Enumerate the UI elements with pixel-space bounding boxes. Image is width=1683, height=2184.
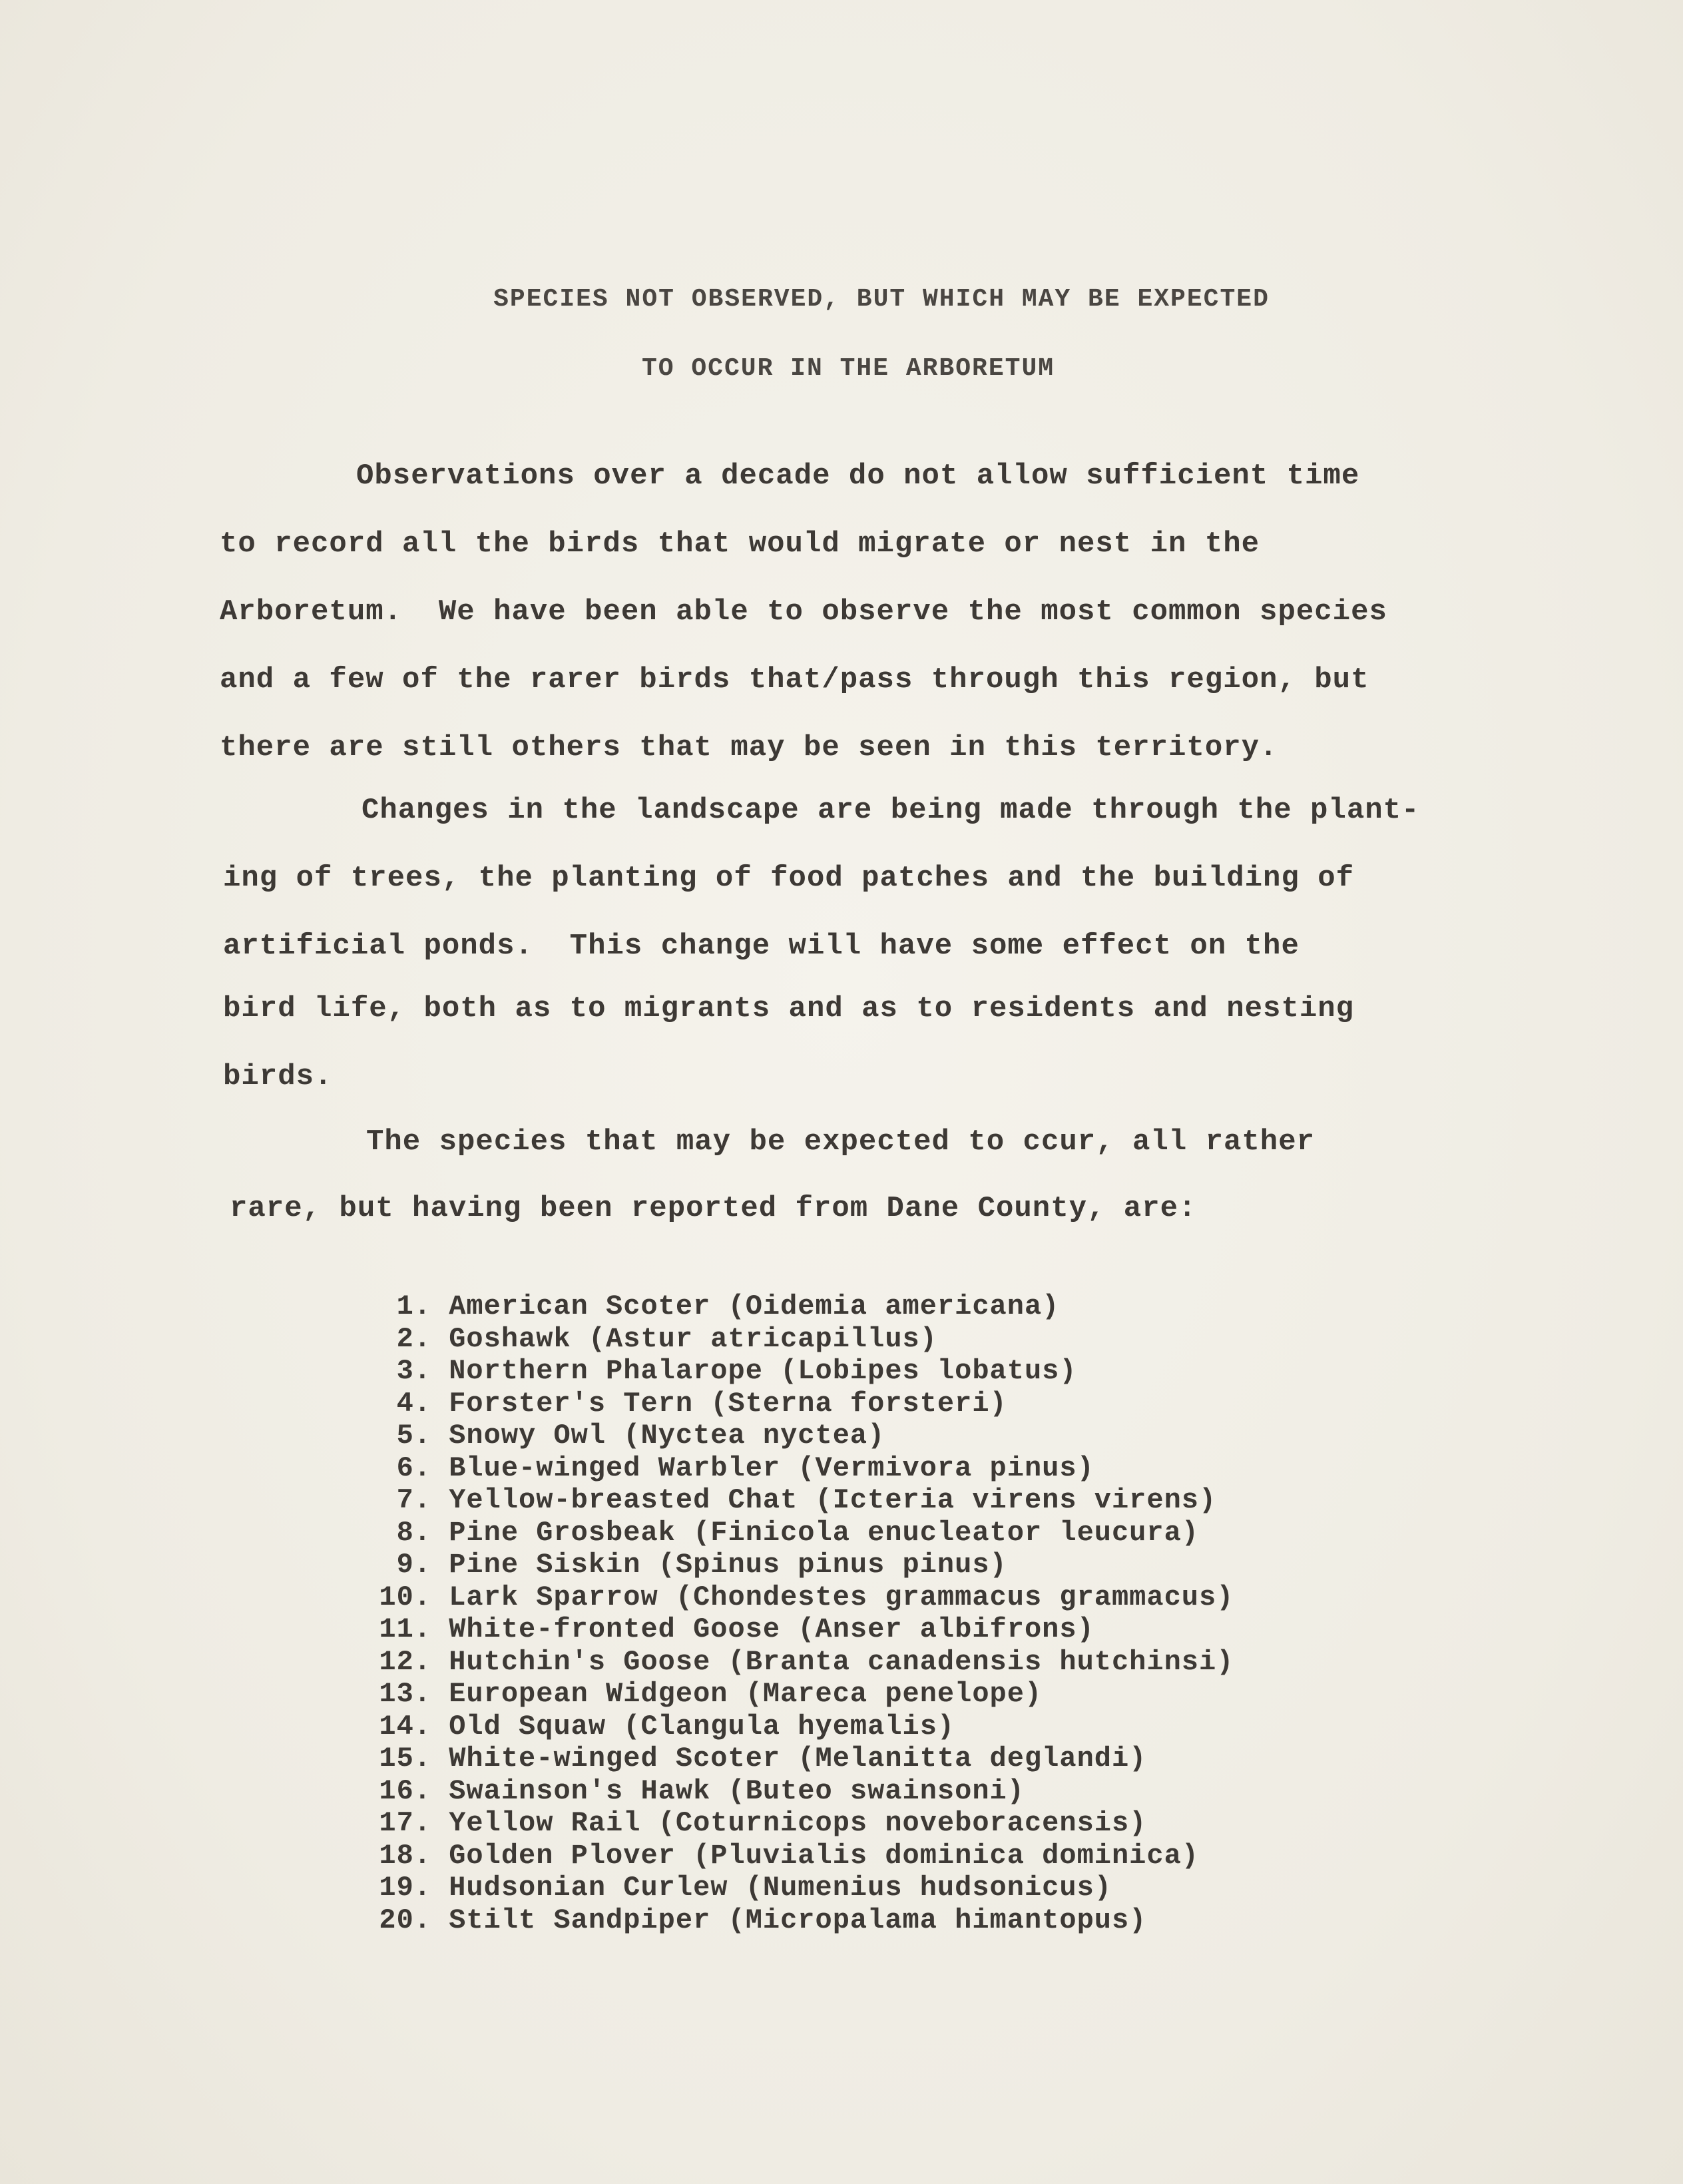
heading-line-1: SPECIES NOT OBSERVED, BUT WHICH MAY BE EXPECTED bbox=[493, 285, 1270, 314]
species-text: Blue-winged Warbler (Vermivora pinus) bbox=[449, 1452, 1094, 1484]
paragraph-1-line-5: there are still others that may be seen in this territory. bbox=[220, 731, 1278, 764]
list-number: 19. bbox=[379, 1872, 431, 1904]
list-number: 13. bbox=[379, 1678, 431, 1710]
paragraph-3-line-2: rare, but having been reported from Dane County, are: bbox=[230, 1192, 1197, 1225]
list-number: 15. bbox=[379, 1743, 431, 1774]
species-text: Yellow-breasted Chat (Icteria virens virens) bbox=[449, 1484, 1217, 1516]
list-item bbox=[360, 1613, 1234, 1646]
species-text: Old Squaw (Clangula hyemalis) bbox=[449, 1710, 955, 1743]
list-number: 20. bbox=[379, 1904, 431, 1936]
species-text: White-winged Scoter (Melanitta deglandi) bbox=[449, 1743, 1147, 1774]
paragraph-2-line-4: bird life, both as to migrants and as to residents and nesting bbox=[223, 992, 1355, 1025]
paragraph-3-line-1: The species that may be expected to ccur, all rather bbox=[366, 1125, 1316, 1159]
list-number: 18. bbox=[379, 1839, 431, 1872]
list-number: 3. bbox=[396, 1355, 431, 1387]
list-item bbox=[360, 1904, 1234, 1937]
list-number: 17. bbox=[379, 1807, 431, 1839]
paragraph-2-line-1: Changes in the landscape are being made through the plant- bbox=[361, 794, 1420, 827]
list-item bbox=[360, 1517, 1234, 1549]
species-list bbox=[360, 1290, 1234, 1936]
list-number: 12. bbox=[379, 1645, 431, 1678]
species-text: White-fronted Goose (Anser albifrons) bbox=[449, 1613, 1094, 1645]
list-number: 8. bbox=[396, 1516, 431, 1549]
list-number: 1. bbox=[396, 1290, 431, 1322]
species-text: Pine Siskin (Spinus pinus pinus) bbox=[449, 1549, 1007, 1581]
list-item bbox=[360, 1581, 1234, 1614]
list-number: 16. bbox=[379, 1774, 431, 1807]
list-number: 4. bbox=[396, 1387, 431, 1420]
species-text: Hutchin's Goose (Branta canadensis hutchinsi) bbox=[449, 1645, 1234, 1678]
species-text: Hudsonian Curlew (Numenius hudsonicus) bbox=[449, 1872, 1112, 1904]
list-item bbox=[360, 1290, 1234, 1323]
species-text: Lark Sparrow (Chondestes grammacus grammacus) bbox=[449, 1581, 1234, 1613]
list-item bbox=[360, 1452, 1234, 1485]
species-text: Goshawk (Astur atricapillus) bbox=[449, 1322, 937, 1355]
list-item bbox=[360, 1420, 1234, 1452]
species-text: American Scoter (Oidemia americana) bbox=[449, 1290, 1060, 1322]
paragraph-1-line-3: Arboretum. We have been able to observe the most common species bbox=[220, 595, 1387, 629]
list-item bbox=[360, 1678, 1234, 1711]
species-text: Stilt Sandpiper (Micropalama himantopus) bbox=[449, 1904, 1147, 1936]
list-item bbox=[360, 1807, 1234, 1840]
list-number: 7. bbox=[396, 1484, 431, 1516]
list-item bbox=[360, 1743, 1234, 1775]
paragraph-1-line-1: Observations over a decade do not allow sufficient time bbox=[356, 459, 1360, 493]
list-item bbox=[360, 1323, 1234, 1356]
paragraph-2-line-5: birds. bbox=[223, 1060, 333, 1093]
paragraph-1-line-4: and a few of the rarer birds that/pass through this region, but bbox=[220, 663, 1369, 696]
species-text: Snowy Owl (Nyctea nyctea) bbox=[449, 1420, 885, 1452]
species-text: European Widgeon (Mareca penelope) bbox=[449, 1678, 1043, 1710]
species-text: Golden Plover (Pluvialis dominica dominica) bbox=[449, 1839, 1199, 1872]
list-item bbox=[360, 1549, 1234, 1581]
paragraph-2-line-3: artificial ponds. This change will have some effect on the bbox=[223, 930, 1300, 963]
species-text: Northern Phalarope (Lobipes lobatus) bbox=[449, 1355, 1077, 1387]
list-number: 14. bbox=[379, 1710, 431, 1743]
list-item bbox=[360, 1840, 1234, 1872]
list-number: 10. bbox=[379, 1581, 431, 1613]
list-number: 6. bbox=[396, 1452, 431, 1484]
list-item bbox=[360, 1388, 1234, 1420]
species-text: Swainson's Hawk (Buteo swainsoni) bbox=[449, 1774, 1025, 1807]
list-item bbox=[360, 1484, 1234, 1517]
paragraph-2-line-2: ing of trees, the planting of food patches and the building of bbox=[223, 862, 1355, 895]
list-number: 2. bbox=[396, 1322, 431, 1355]
list-item bbox=[360, 1355, 1234, 1388]
species-text: Yellow Rail (Coturnicops noveboracensis) bbox=[449, 1807, 1147, 1839]
list-item bbox=[360, 1646, 1234, 1679]
list-item bbox=[360, 1872, 1234, 1904]
list-number: 11. bbox=[379, 1613, 431, 1645]
list-number: 5. bbox=[396, 1420, 431, 1452]
heading-line-2: TO OCCUR IN THE ARBORETUM bbox=[641, 354, 1055, 383]
list-item bbox=[360, 1711, 1234, 1743]
list-number: 9. bbox=[396, 1549, 431, 1581]
species-text: Forster's Tern (Sterna forsteri) bbox=[449, 1387, 1007, 1420]
list-item bbox=[360, 1775, 1234, 1808]
paragraph-1-line-2: to record all the birds that would migrate or nest in the bbox=[220, 527, 1260, 561]
species-text: Pine Grosbeak (Finicola enucleator leucura) bbox=[449, 1516, 1199, 1549]
